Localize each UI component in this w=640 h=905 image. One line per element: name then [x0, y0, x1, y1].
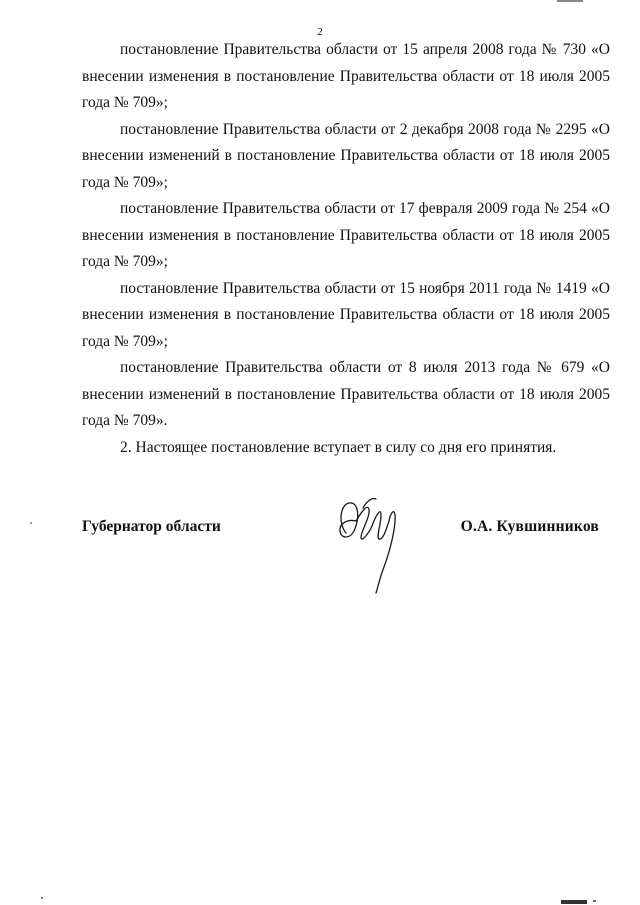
- scan-artifact-bottom-left-dot: [41, 897, 43, 899]
- scan-artifact-bottom-right-dot: [593, 900, 596, 902]
- page-number: 2: [317, 26, 323, 38]
- paragraph-resolution-1419: постановление Правительства области от 15 ноября 2011 года № 1419 «О внесении изменения в постановление Правительства области от 18 июля 2005 года № 709»;: [82, 279, 610, 350]
- paragraph-resolution-254: постановление Правительства области от 17 февраля 2009 года № 254 «О внесении изменения в постановление Правительства области от 18 июля 2005 года № 709»;: [82, 200, 610, 270]
- paragraph-resolution-2295: постановление Правительства области от 2 декабря 2008 года № 2295 «О внесении изменений в постановление Правительства области от 18 июля 2005 года № 709»;: [82, 120, 610, 191]
- paragraph-resolution-730: постановление Правительства области от 15 апреля 2008 года № 730 «О внесении изменения в постановление Правительства области от 18 июля 2005 года № 709»;: [82, 41, 610, 111]
- signatory-name: О.А. Кувшинников: [460, 518, 599, 535]
- scan-artifact-left-dot: [30, 522, 32, 524]
- paragraph-effective-date: 2. Настоящее постановление вступает в силу со дня его принятия.: [120, 438, 557, 456]
- paragraph-resolution-679: постановление Правительства области от 8 июля 2013 года № 679 «О внесении изменений в постановление Правительства области от 18 июля 2005 года № 709».: [82, 359, 610, 429]
- handwritten-signature: [332, 493, 404, 597]
- document-body: [82, 37, 610, 461]
- signature-title: Губернатор области: [82, 518, 221, 535]
- scan-artifact-bottom-right: [561, 900, 587, 904]
- scan-artifact-top-right: [557, 0, 583, 2]
